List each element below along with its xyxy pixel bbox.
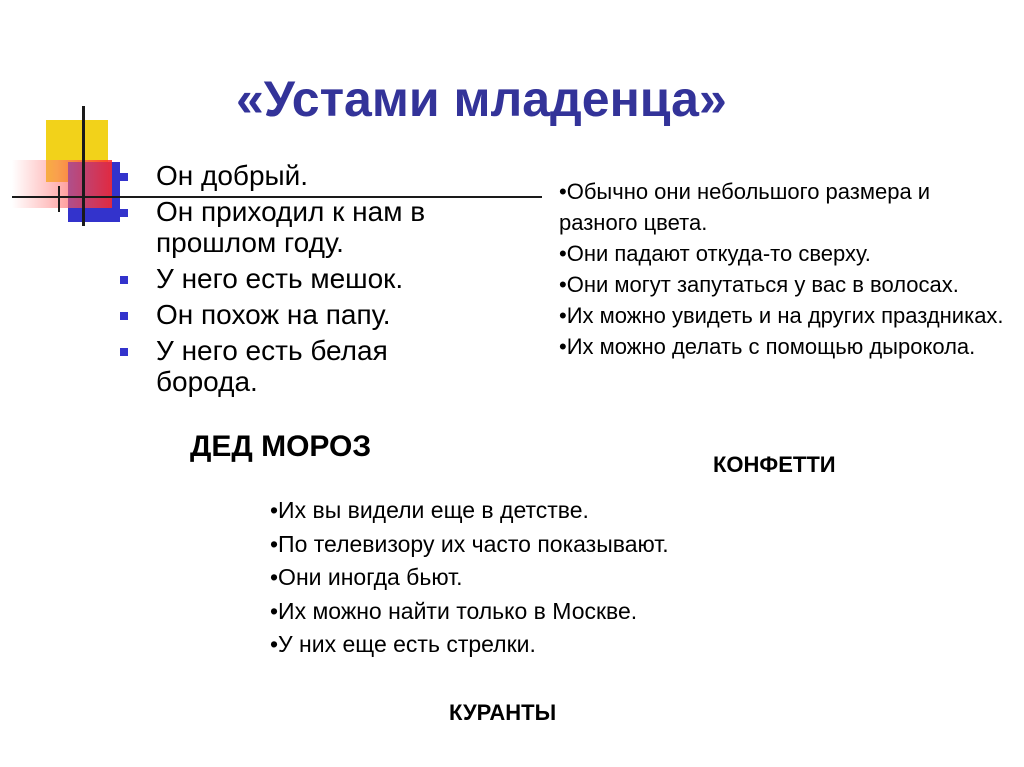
list-item-text: У него есть мешок.	[156, 263, 404, 294]
list-item	[118, 160, 488, 191]
list-item-text: Он добрый.	[156, 160, 309, 191]
square-bullet-icon	[120, 276, 128, 284]
square-bullet-icon	[120, 312, 128, 320]
list-item	[118, 299, 488, 330]
list-item: •Их вы видели еще в детстве.	[270, 497, 589, 523]
list-item: •Их можно увидеть и на других праздниках.	[559, 303, 1004, 328]
list-item: •Они могут запутаться у вас в волосах.	[559, 272, 959, 297]
list-item: •Обычно они небольшого размера и разного цвета.	[559, 179, 931, 235]
slide-title: «Устами младенца»	[236, 71, 727, 127]
square-bullet-icon	[120, 348, 128, 356]
answer-ded-moroz: ДЕД МОРОЗ	[190, 430, 372, 463]
list-item	[118, 335, 488, 397]
left-clue-list	[118, 160, 488, 402]
list-item: •Их можно найти только в Москве.	[270, 597, 638, 624]
list-item: •По телевизору их часто показывают.	[270, 530, 669, 557]
answer-kuranty: КУРАНТЫ	[449, 700, 557, 725]
list-item-text: У него есть белая борода.	[156, 335, 388, 397]
list-item: •У них еще есть стрелки.	[270, 631, 536, 657]
square-bullet-icon	[120, 173, 128, 181]
deco-vertical-line-small	[58, 186, 60, 212]
list-item: •Они иногда бьют.	[270, 564, 463, 590]
list-item: •Они падают откуда-то сверху.	[559, 241, 871, 266]
list-item-text: Он похож на папу.	[156, 299, 391, 330]
square-bullet-icon	[120, 209, 128, 217]
list-item: •Их можно делать с помощью дырокола.	[559, 334, 976, 359]
deco-vertical-line	[82, 106, 85, 226]
deco-red-gradient	[12, 160, 112, 208]
answer-konfetti: КОНФЕТТИ	[713, 452, 836, 477]
bottom-clue-list	[270, 494, 770, 662]
list-item	[118, 263, 488, 294]
list-item-text: Он приходил к нам в прошлом году.	[156, 196, 426, 258]
right-clue-list	[559, 176, 1009, 362]
list-item	[118, 196, 488, 258]
